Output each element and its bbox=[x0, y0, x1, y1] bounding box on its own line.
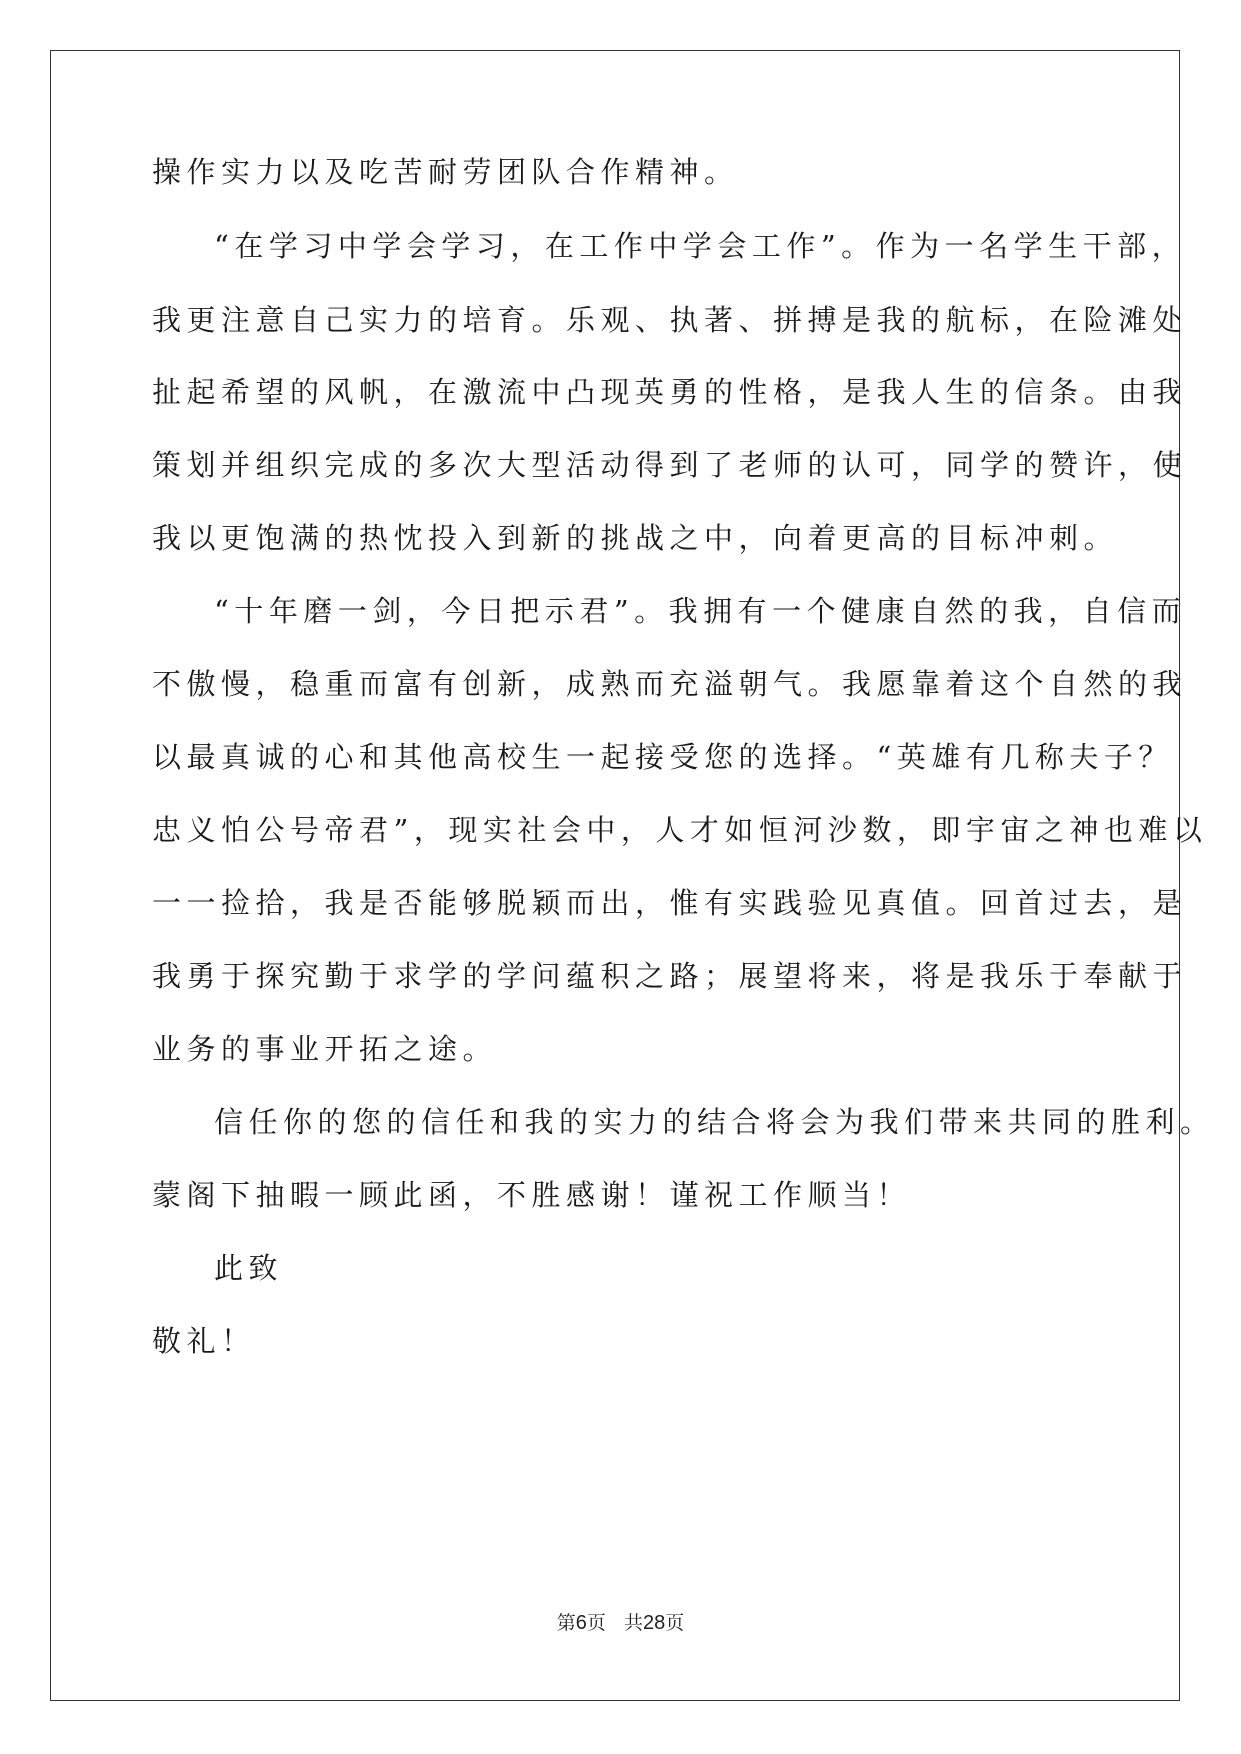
body-line-14: 信任你的您的信任和我的实力的结合将会为我们带来共同的胜利。 bbox=[214, 1105, 1215, 1139]
body-line-11: 一一捡拾，我是否能够脱颖而出，惟有实践验见真值。回首过去，是 bbox=[152, 886, 1188, 920]
body-line-9: 以最真诚的心和其他高校生一起接受您的选择。“英雄有几称夫子？ bbox=[152, 740, 1173, 774]
body-line-12: 我勇于探究勤于求学的学问蕴积之路；展望将来，将是我乐于奉献于 bbox=[152, 959, 1188, 993]
body-line-15: 蒙阁下抽暇一顾此函，不胜感谢！谨祝工作顺当！ bbox=[152, 1178, 912, 1212]
body-line-4: 扯起希望的风帆，在激流中凸现英勇的性格，是我人生的信条。由我 bbox=[152, 375, 1188, 409]
body-line-13: 业务的事业开拓之途。 bbox=[152, 1032, 498, 1066]
footer-page-suffix: 页 bbox=[586, 1612, 606, 1634]
footer-total-prefix: 共 bbox=[623, 1612, 643, 1634]
page-border bbox=[50, 50, 1180, 1701]
footer-page-total: 28 bbox=[642, 1612, 666, 1634]
salutation-line: 敬礼！ bbox=[152, 1324, 256, 1358]
body-line-10: 忠义怕公号帝君”，现实社会中，人才如恒河沙数，即宇宙之神也难以 bbox=[152, 813, 1208, 847]
body-line-6: 我以更饱满的热忱投入到新的挑战之中，向着更高的目标冲刺。 bbox=[152, 521, 1119, 555]
page-footer bbox=[0, 1608, 1241, 1635]
body-line-5: 策划并组织完成的多次大型活动得到了老师的认可，同学的赞许，使 bbox=[152, 448, 1188, 482]
body-line-8: 不傲慢，稳重而富有创新，成熟而充溢朝气。我愿靠着这个自然的我 bbox=[152, 667, 1188, 701]
body-line-1: 操作实力以及吃苦耐劳团队合作精神。 bbox=[152, 155, 739, 189]
body-line-7: “十年磨一剑，今日把示君”。我拥有一个健康自然的我，自信而 bbox=[214, 594, 1187, 628]
closing-line: 此致 bbox=[214, 1251, 284, 1285]
footer-total-suffix: 页 bbox=[665, 1612, 685, 1634]
footer-page-prefix: 第 bbox=[556, 1612, 576, 1634]
body-line-3: 我更注意自己实力的培育。乐观、执著、拼搏是我的航标，在险滩处 bbox=[152, 303, 1188, 337]
footer-page-current: 6 bbox=[575, 1612, 587, 1634]
body-line-2: “在学习中学会学习，在工作中学会工作”。作为一名学生干部， bbox=[214, 229, 1187, 263]
